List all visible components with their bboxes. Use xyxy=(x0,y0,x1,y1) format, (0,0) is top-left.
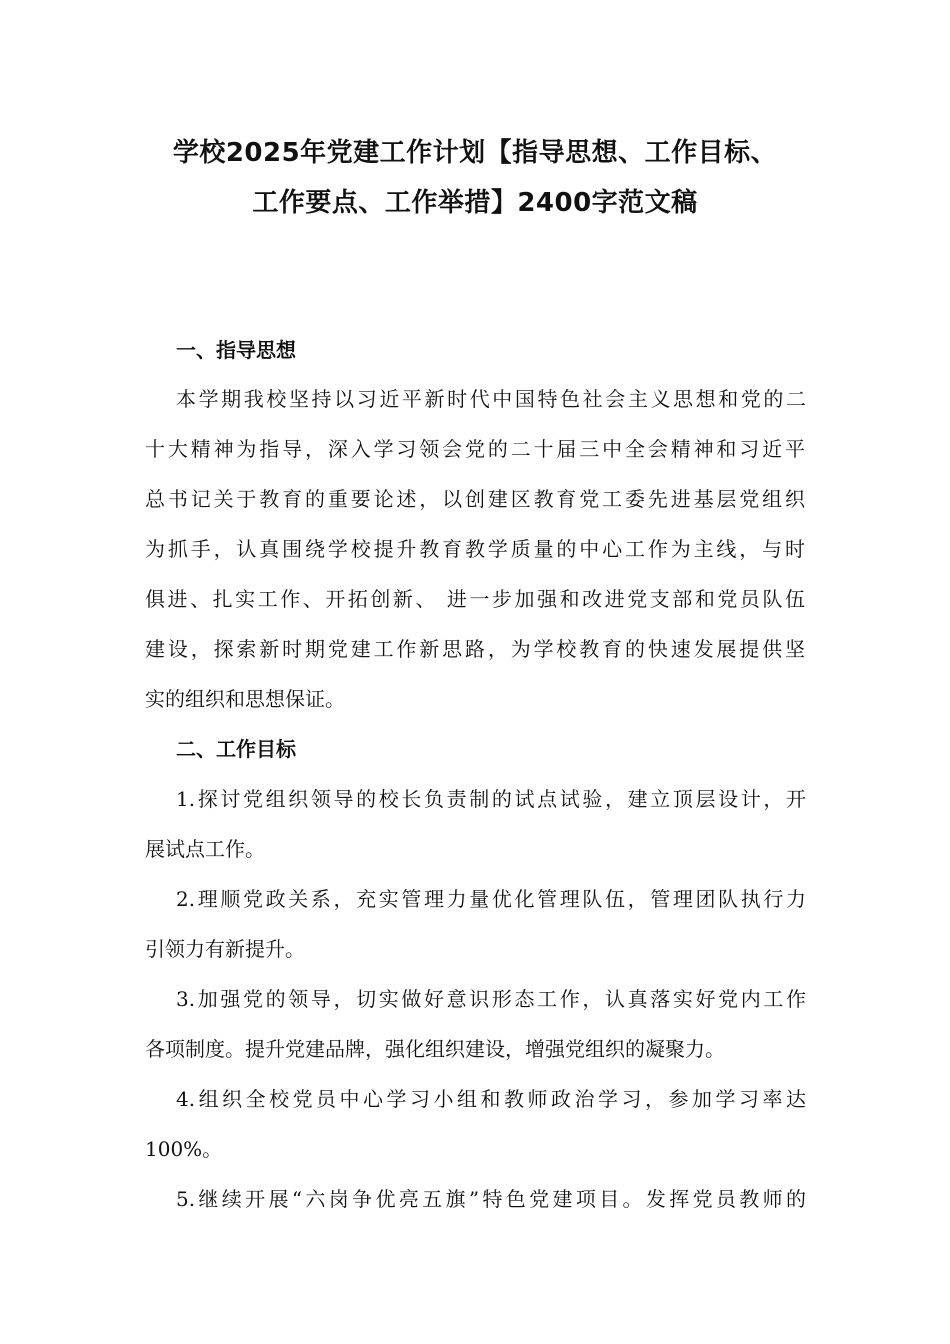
goal-item-1-line-1: 1.探讨党组织领导的校长负责制的试点试验，建立顶层设计，开 xyxy=(176,787,806,811)
paragraph-line: 十大精神为指导，深入学习领会党的二十届三中全会精神和习近平 xyxy=(145,437,805,461)
paragraph-line: 实的组织和思想保证。 xyxy=(145,687,345,711)
paragraph-line: 总书记关于教育的重要论述，以创建区教育党工委先进基层党组织 xyxy=(145,487,805,511)
paragraph-line: 为抓手，认真围绕学校提升教育教学质量的中心工作为主线，与时 xyxy=(145,537,805,561)
paragraph-line: 俱进、扎实工作、开拓创新、 进一步加强和改进党支部和党员队伍 xyxy=(145,587,805,611)
goal-item-4-line-1: 4.组织全校党员中心学习小组和教师政治学习，参加学习率达 xyxy=(176,1087,806,1111)
document-title-line-1: 学校2025年党建工作计划【指导思想、工作目标、 xyxy=(172,138,778,168)
document-title-line-2: 工作要点、工作举措】2400字范文稿 xyxy=(252,188,698,218)
goal-item-2-line-1: 2.理顺党政关系，充实管理力量优化管理队伍，管理团队执行力 xyxy=(176,887,806,911)
goal-item-2-line-2: 引领力有新提升。 xyxy=(145,937,305,961)
section-heading-guiding-ideology: 一、指导思想 xyxy=(176,338,296,362)
goal-item-1-line-2: 展试点工作。 xyxy=(145,837,265,861)
goal-item-3-line-2: 各项制度。提升党建品牌，强化组织建设，增强党组织的凝聚力。 xyxy=(145,1037,725,1061)
paragraph-line: 本学期我校坚持以习近平新时代中国特色社会主义思想和党的二 xyxy=(176,387,806,411)
paragraph-line: 建设，探索新时期党建工作新思路，为学校教育的快速发展提供坚 xyxy=(145,637,805,661)
goal-item-3-line-1: 3.加强党的领导，切实做好意识形态工作，认真落实好党内工作 xyxy=(176,987,806,1011)
goal-item-4-line-2: 100%。 xyxy=(145,1137,223,1161)
goal-item-5-line-1: 5.继续开展“六岗争优亮五旗”特色党建项目。发挥党员教师的 xyxy=(176,1187,806,1211)
section-heading-work-goals: 二、工作目标 xyxy=(176,737,296,761)
